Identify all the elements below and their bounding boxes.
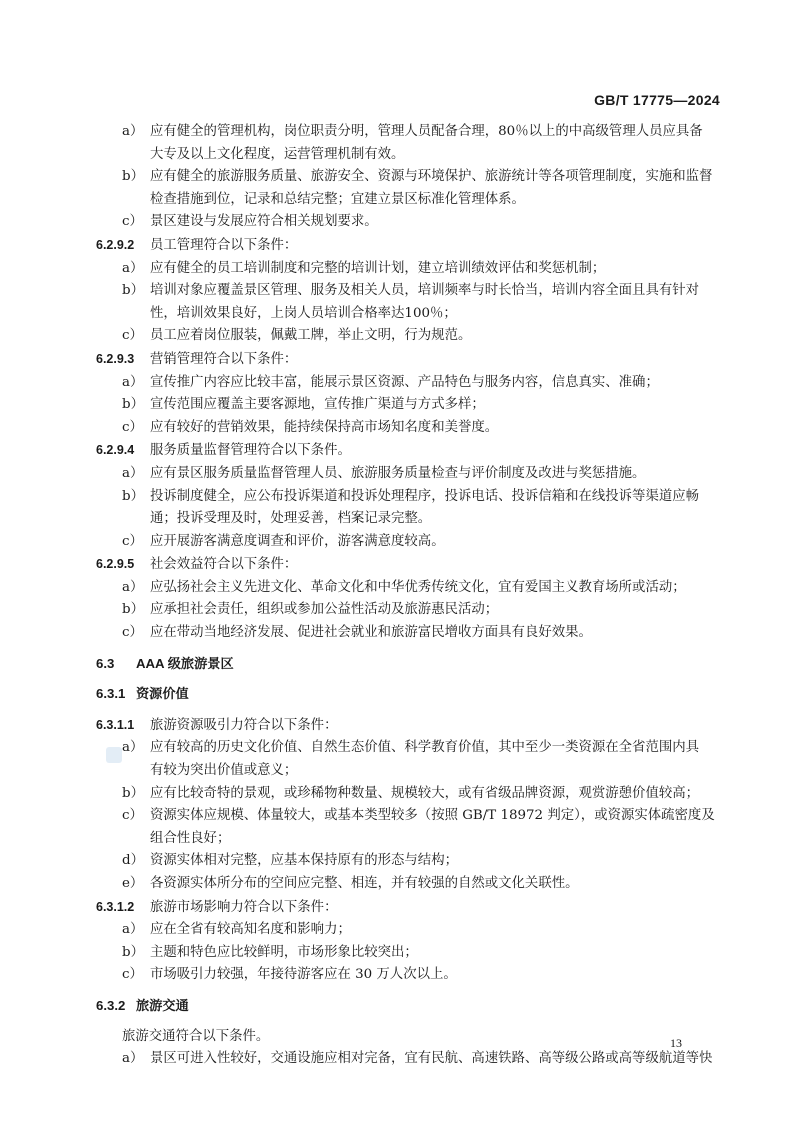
clause-number: 6.3.1	[96, 686, 126, 702]
list-item-text: 应在带动当地经济发展、促进社会就业和旅游富民增收方面具有良好效果。	[150, 625, 592, 641]
list-item-marker: c）	[122, 328, 143, 344]
list-item-continuation: 检查措施到位，记录和总结完整；宜建立景区标准化管理体系。	[150, 191, 525, 207]
list-item-text: 应有比较奇特的景观，或珍稀物种数量、规模较大，或有省级品牌资源，观赏游憩价值较高；	[150, 785, 700, 801]
list-item-text: 员工应着岗位服装，佩戴工牌，举止文明，行为规范。	[150, 328, 472, 344]
document-body	[96, 121, 715, 1071]
list-item-marker: c）	[122, 419, 143, 435]
paragraph: 旅游交通符合以下条件。	[122, 1028, 270, 1044]
clause-number: 6.3.2	[96, 997, 126, 1013]
list-item-marker: a）	[122, 740, 144, 756]
list-item-text: 市场吸引力较强，年接待游客应在 30 万人次以上。	[150, 967, 457, 983]
spacer	[96, 1018, 712, 1026]
list-item	[96, 622, 712, 645]
clause-title: 社会效益符合以下条件：	[150, 557, 298, 573]
list-item-text: 应有景区服务质量监督管理人员、旅游服务质量检查与评价制度及改进与奖惩措施。	[150, 465, 646, 481]
list-item	[96, 599, 712, 622]
list-item-text: 应承担社会责任，组织或参加公益性活动及旅游惠民活动；	[150, 602, 499, 618]
list-item-continuation: 大专及以上文化程度，运营管理机制有效。	[150, 146, 405, 162]
clause-number: 6.3.1.2	[96, 899, 135, 914]
list-item-marker: a）	[122, 579, 144, 595]
clause-heading	[96, 896, 712, 920]
list-item-text: 宣传范围应覆盖主要客源地，宣传推广渠道与方式多样；	[150, 397, 485, 413]
spacer	[96, 987, 712, 995]
list-item-marker: a）	[122, 260, 144, 276]
list-item-marker: b）	[122, 283, 144, 299]
list-item-text: 主题和特色应比较鲜明，市场形象比较突出；	[150, 944, 418, 960]
list-item-text: 资源实体相对完整，应基本保持原有的形态与结构；	[150, 853, 458, 869]
list-item	[96, 942, 712, 965]
clause-number: 6.3.1.1	[96, 717, 135, 732]
list-item-marker: d）	[122, 853, 144, 869]
list-item-text: 投诉制度健全，应公布投诉渠道和投诉处理程序，投诉电话、投诉信箱和在线投诉等渠道应畅	[150, 488, 700, 504]
list-item-marker: c）	[122, 808, 143, 824]
list-item-text: 景区可进入性较好，交通设施应相对完备，宜有民航、高速铁路、高等级公路或高等级航道等快	[150, 1051, 713, 1067]
list-item-marker: b）	[122, 944, 144, 960]
list-item-text: 应有较好的营销效果，能持续保持高市场知名度和美誉度。	[150, 419, 499, 435]
list-item-marker: c）	[122, 967, 143, 983]
clause-number: 6.2.9.2	[96, 237, 135, 252]
list-item	[96, 394, 712, 417]
list-item-text: 宣传推广内容应比较丰富，能展示景区资源、产品特色与服务内容，信息真实、准确；	[150, 374, 659, 390]
section-heading	[96, 683, 712, 706]
clause-number: 6.2.9.4	[96, 443, 135, 458]
list-item	[96, 417, 712, 440]
list-item-text: 应有较高的历史文化价值、自然生态价值、科学教育价值，其中至少一类资源在全省范围内具	[150, 740, 700, 756]
list-item-text: 资源实体应规模、体量较大，或基本类型较多（按照 GB/T 18972 判定），或资源实体疏密度及	[150, 808, 715, 824]
clause-title: 员工管理符合以下条件：	[150, 237, 298, 253]
list-item	[96, 463, 712, 486]
section-heading	[96, 995, 712, 1018]
list-item-marker: a）	[122, 124, 144, 139]
list-item-continuation: 有较为突出价值或意义；	[150, 763, 298, 779]
list-item-marker: b）	[122, 488, 144, 504]
list-item	[96, 964, 712, 987]
list-item-marker: e）	[122, 876, 144, 891]
list-item	[96, 258, 712, 281]
list-item	[96, 486, 712, 509]
list-item	[96, 577, 712, 600]
clause-title: 旅游市场影响力符合以下条件：	[150, 899, 338, 915]
list-item-text: 应弘扬社会主义先进文化、革命文化和中华优秀传统文化，宜有爱国主义教育场所或活动；	[150, 579, 686, 595]
list-item-text: 应有健全的管理机构，岗位职责分明，管理人员配备合理，80％以上的中高级管理人员应具备	[150, 124, 703, 139]
list-item	[96, 325, 712, 348]
list-item-text: 培训对象应覆盖景区管理、服务及相关人员，培训频率与时长恰当，培训内容全面且具有针对	[150, 283, 700, 299]
list-item	[96, 1048, 712, 1071]
spacer	[96, 645, 712, 653]
list-item-marker: a）	[122, 374, 144, 390]
list-item-marker: b）	[122, 169, 144, 185]
clause-title: 营销管理符合以下条件：	[150, 351, 298, 367]
list-item	[96, 280, 712, 303]
clause-heading	[96, 234, 712, 258]
list-item-marker: c）	[122, 214, 143, 230]
clause-title: 旅游资源吸引力符合以下条件：	[150, 717, 338, 733]
clause-number: 6.2.9.5	[96, 557, 135, 572]
clause-title: 服务质量监督管理符合以下条件。	[150, 443, 351, 459]
list-item-marker: c）	[122, 533, 143, 549]
list-item-marker: c）	[122, 625, 143, 641]
list-item	[96, 211, 712, 234]
list-item	[96, 783, 712, 806]
page-number: 13	[670, 1036, 682, 1050]
clause-title: 旅游交通	[136, 997, 189, 1013]
list-item-continuation: 性，培训效果良好，上岗人员培训合格率达100％；	[150, 305, 457, 321]
spacer	[96, 706, 712, 714]
clause-heading	[96, 348, 712, 372]
clause-title: AAA 级旅游景区	[136, 655, 234, 671]
section-heading	[96, 653, 712, 676]
list-item	[96, 873, 712, 896]
list-item-text: 应有健全的员工培训制度和完整的培训计划，建立培训绩效评估和奖惩机制；	[150, 260, 606, 276]
list-item-marker: b）	[122, 397, 144, 413]
list-item-marker: a）	[122, 1051, 144, 1067]
list-item-text: 应有健全的旅游服务质量、旅游安全、资源与环境保护、旅游统计等各项管理制度，实施和监督	[150, 169, 713, 185]
list-item	[96, 121, 712, 144]
list-item-marker: a）	[122, 922, 144, 938]
list-item-text: 应开展游客满意度调查和评价，游客满意度较高。	[150, 533, 445, 549]
list-item-continuation: 通；投诉受理及时，处理妥善，档案记录完整。	[150, 511, 432, 527]
clause-number: 6.3	[96, 655, 115, 671]
list-item	[96, 737, 712, 760]
list-item	[96, 372, 712, 395]
clause-title: 资源价值	[136, 686, 189, 702]
standard-code: GB/T 17775—2024	[594, 92, 720, 108]
clause-heading	[96, 439, 712, 463]
list-item-marker: b）	[122, 785, 144, 801]
list-item-marker: a）	[122, 465, 144, 481]
list-item	[96, 919, 712, 942]
clause-number: 6.2.9.3	[96, 351, 135, 366]
clause-heading	[96, 553, 712, 577]
list-item-text: 应在全省有较高知名度和影响力；	[150, 922, 351, 938]
list-item	[96, 166, 712, 189]
list-item-continuation: 组合性良好；	[150, 830, 231, 846]
clause-heading	[96, 714, 712, 738]
list-item-text: 各资源实体所分布的空间应完整、相连，并有较强的自然或文化关联性。	[150, 876, 579, 891]
list-item	[96, 850, 712, 873]
spacer	[96, 675, 712, 683]
list-item-marker: b）	[122, 602, 144, 618]
list-item	[96, 531, 712, 554]
list-item	[96, 805, 715, 828]
list-item-text: 景区建设与发展应符合相关规划要求。	[150, 214, 378, 230]
